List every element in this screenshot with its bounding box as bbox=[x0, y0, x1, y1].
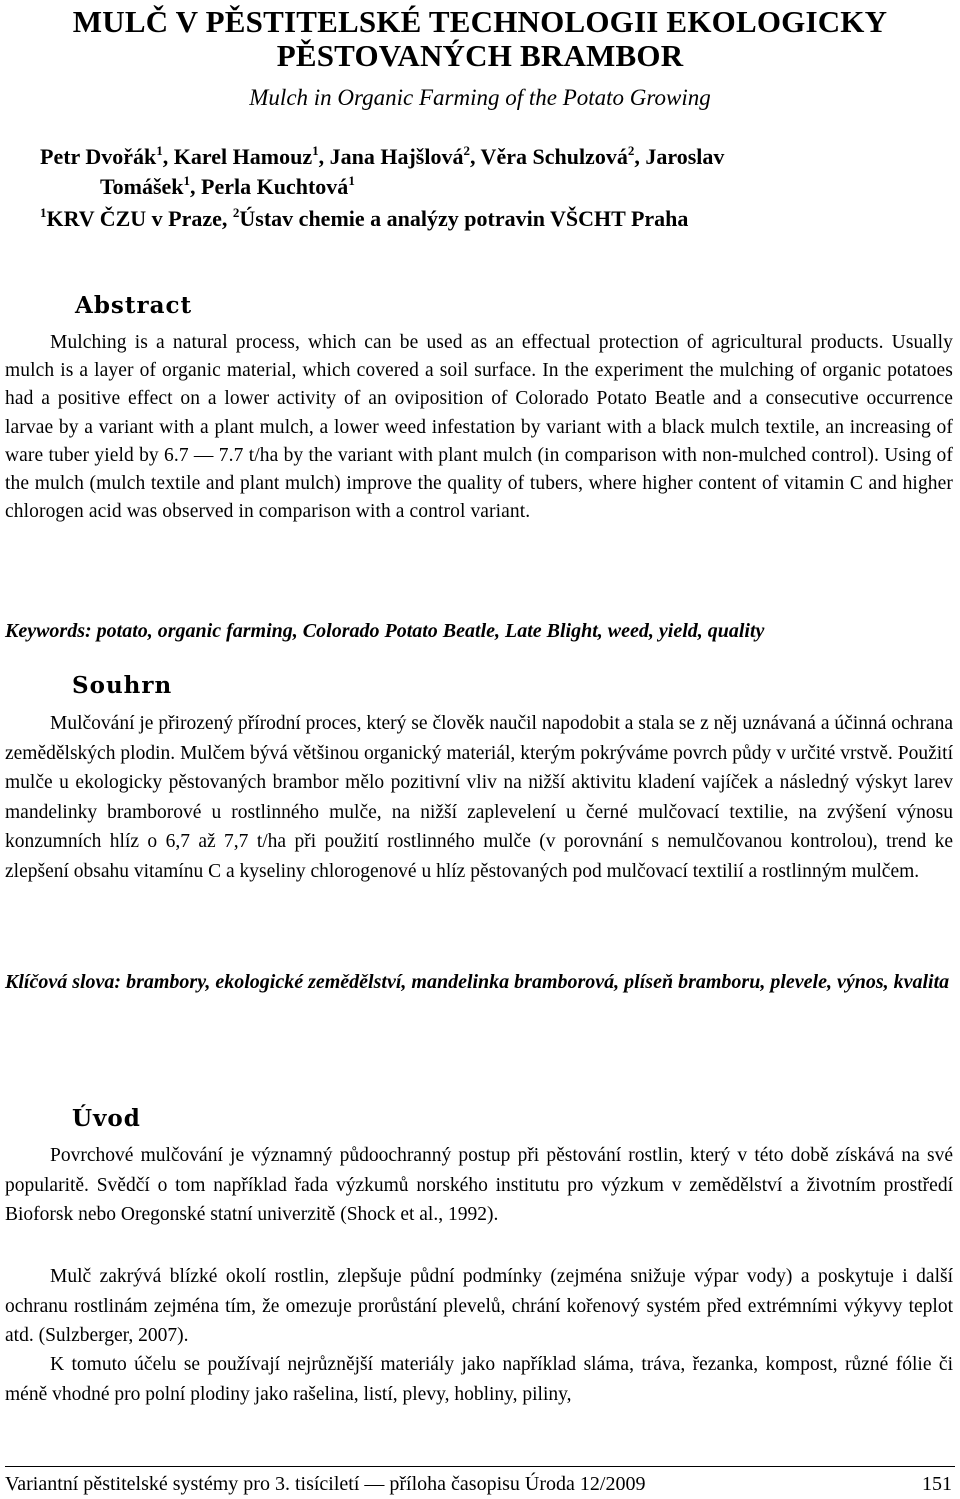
affiliations bbox=[40, 205, 688, 233]
affiliation-marker: 2 bbox=[232, 205, 240, 220]
affiliation-marker: 2 bbox=[463, 143, 470, 158]
affiliation-marker: 1 bbox=[183, 173, 191, 188]
author-name: , Věra Schulzová bbox=[469, 144, 628, 169]
affiliation-marker: 1 bbox=[156, 143, 163, 158]
author-name: , Jana Hajšlová bbox=[318, 144, 464, 169]
souhrn-text: Mulčování je přirozený přírodní proces, který se člověk naučil napodobit a stala se z něj uznávaná a účinná ochrana zemědělských plodin. Mulčem bývá většinou organický materiál, kterým pokrýváme povrch půdy v určité vrstvě. Použití mulče u ekologicky pěstovaných brambor mělo pozitivní vliv na nižší aktivitu kladení vajíček a následný výskyt larev mandelinky bramborové u rostlinného mulče, na nižší zaplevelení u černé mulčovací textilie, na zvýšení výnosu konzumních hlíz o 6,7 až 7,7 t/ha při použití rostlinného mulče (v porovnání s nemulčovanou kontrolou), trend ke zlepšení obsahu vitamínu C a kyseliny chlorogenové u hlíz pěstovaných pod mulčovací textilií a rostlinným mulčem. bbox=[5, 713, 953, 882]
title-line-2: PĚSTOVANÝCH BRAMBOR bbox=[276, 38, 684, 73]
authors-line-2 bbox=[100, 173, 355, 201]
souhrn-heading: Souhrn bbox=[72, 672, 173, 699]
affiliation-1: KRV ČZU v Praze, bbox=[46, 206, 233, 231]
uvod-paragraph-3: K tomuto účelu se používají nejrůznější materiály jako například sláma, tráva, řezanka, kompost, různé fólie či méně vhodné pro polní plodiny jako rašelina, listí, plevy, hobliny, piliny, bbox=[5, 1354, 953, 1405]
author-name: , Jaroslav bbox=[634, 144, 725, 169]
author-name: , Perla Kuchtová bbox=[190, 174, 349, 199]
affiliation-2: Ústav chemie a analýzy potravin VŠCHT Praha bbox=[239, 206, 689, 231]
affiliation-marker: 1 bbox=[40, 205, 47, 220]
footer-journal: Variantní pěstitelské systémy pro 3. tisíciletí — příloha časopisu Úroda 12/2009 bbox=[5, 1473, 646, 1495]
authors-line-1 bbox=[40, 143, 724, 171]
keywords: Keywords: potato, organic farming, Colorado Potato Beatle, Late Blight, weed, yield, quality bbox=[5, 620, 765, 642]
uvod-paragraph-2: Mulč zakrývá blízké okolí rostlin, zlepšuje půdní podmínky (zejména snižuje výpar vody) a poskytuje i další ochranu rostlinám zejména tím, že omezuje prorůstání plevelů, chrání kořenový systém před extrémními výkyvy teplot atd. (Sulzberger, 2007). bbox=[5, 1266, 953, 1346]
klicova-slova: Klíčová slova: brambory, ekologické zemědělství, mandelinka bramborová, plíseň bramboru, plevele, výnos, kvalita bbox=[5, 971, 950, 993]
author-name: , Karel Hamouz bbox=[162, 144, 313, 169]
footer-divider bbox=[5, 1466, 955, 1467]
author-name: Petr Dvořák bbox=[40, 144, 157, 169]
title-line-1: MULČ V PĚSTITELSKÉ TECHNOLOGII EKOLOGICKY bbox=[72, 4, 888, 39]
affiliation-marker: 2 bbox=[627, 143, 635, 158]
page-number: 151 bbox=[922, 1473, 952, 1495]
author-name: Tomášek bbox=[100, 174, 184, 199]
affiliation-marker: 1 bbox=[348, 173, 355, 188]
abstract-heading: Abstract bbox=[75, 292, 193, 319]
uvod-paragraph-1: Povrchové mulčování je významný půdoochranný postup při pěstování rostlin, který v této době získává na své popularitě. Svědčí o tom například řada výzkumů norského institutu pro výzkum v zemědělství a životním prostředí Bioforsk nebo Oregonské statní univerzitě (Shock et al., 1992). bbox=[5, 1145, 953, 1225]
english-subtitle: Mulch in Organic Farming of the Potato Growing bbox=[249, 85, 711, 110]
abstract-text: Mulching is a natural process, which can be used as an effectual protection of agricultural products. Usually mulch is a layer of organic material, which covered a soil surface. In the experiment the mulching of organic potatoes had a positive effect on a lower activity of an oviposition of Colorado Potato Beatle and a consecutive occurrence larvae by a variant with a plant mulch, a lower weed infestation by variant with a black mulch textile, an increasing of ware tuber yield by 6.7 — 7.7 t/ha by the variant with plant mulch (in comparison with non-mulched control). Using of the mulch (mulch textile and plant mulch) improve the quality of tubers, where higher content of vitamin C and higher chlorogen acid was observed in comparison with a control variant. bbox=[5, 332, 953, 523]
affiliation-marker: 1 bbox=[312, 143, 319, 158]
uvod-heading: Úvod bbox=[72, 1105, 141, 1132]
